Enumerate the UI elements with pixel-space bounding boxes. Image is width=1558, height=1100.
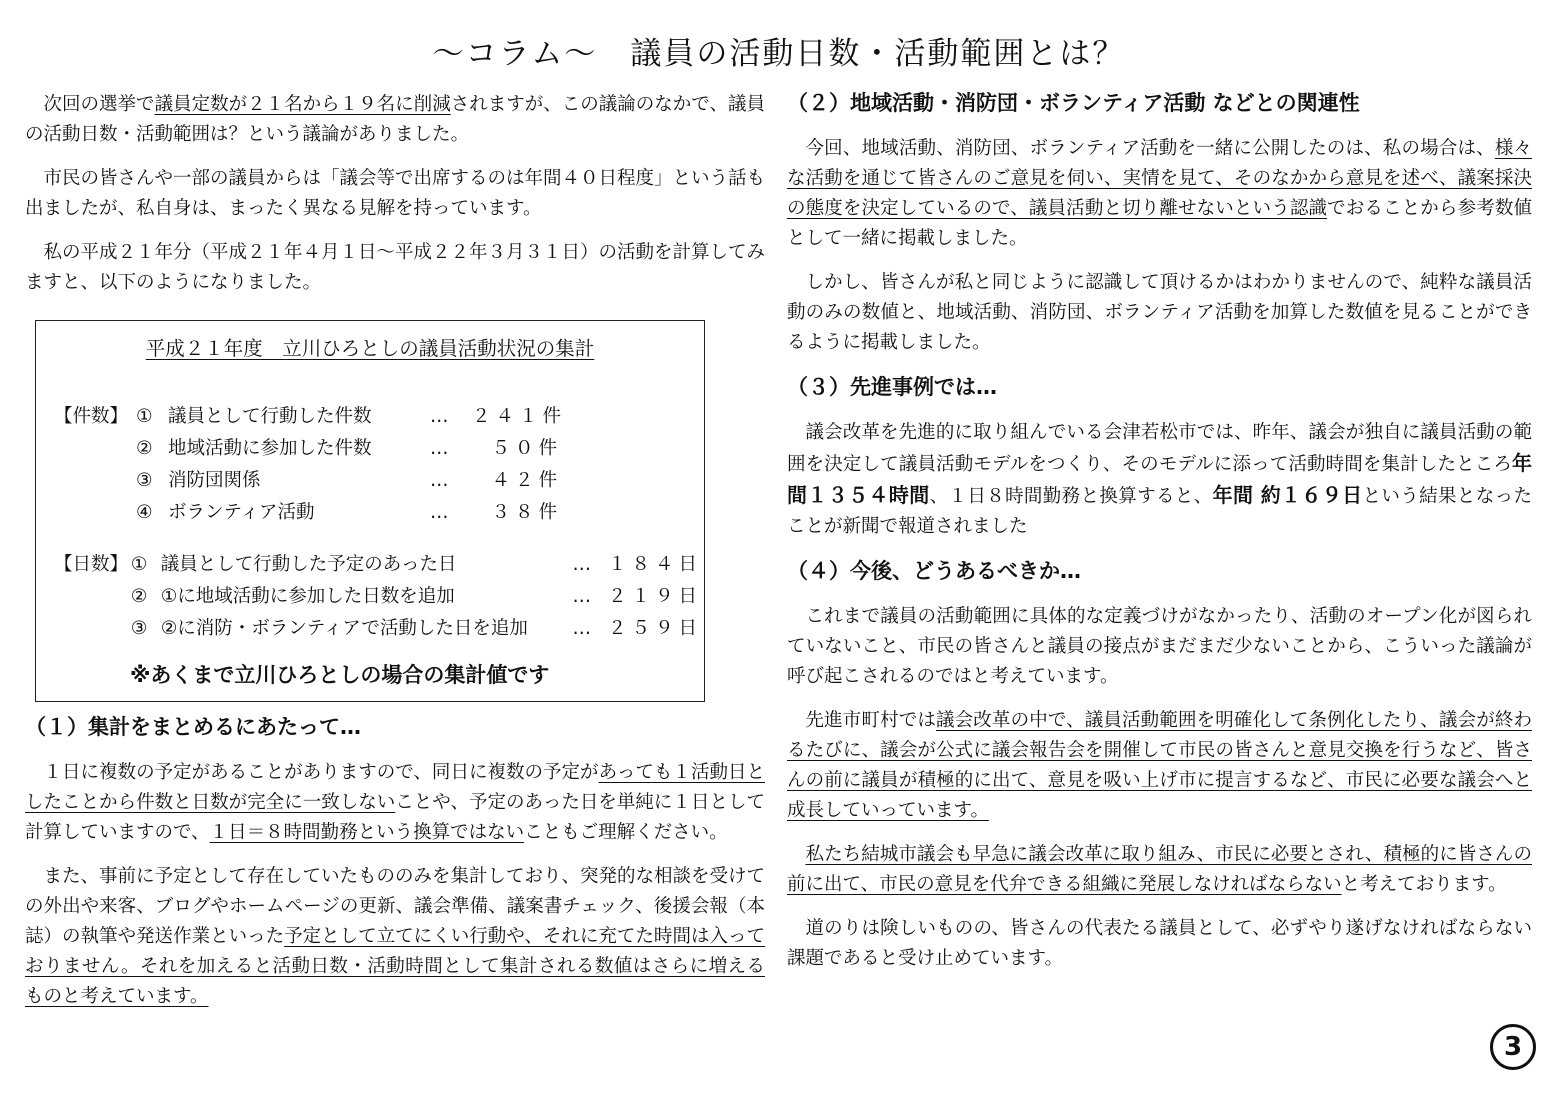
section1-paragraph-1: １日に複数の予定があることがありますので、同日に複数の予定があっても１活動日としたことから件数と日数が完全に一致しないことや、予定のあった日を単純に１日として計算していますので、１日＝８時間勤務という換算ではないこともご理解ください。 <box>25 762 765 843</box>
section1-paragraph-2: また、事前に予定として存在していたもののみを集計しており、突発的な相談を受けての外出や来客、ブログやホームページの更新、議会準備、議案書チェック、後援会報（本誌）の執筆や発送作業といった予定として立てにくい行動や、それに充てた時間は入っておりません。それを加えると活動日数・活動時間として集計される数値はさらに増えるものと考えています。 <box>25 866 766 1007</box>
page-number-badge: 3 <box>1490 1024 1536 1070</box>
section4-paragraph-3: 私たち結城市議会も早急に議会改革に取り組み、市民に必要とされ、積極的に皆さんの前に出て、市民の意見を代弁できる組織に発展しなければならないと考えております。 <box>787 844 1532 895</box>
page-title: ～コラム～ 議員の活動日数・活動範囲とは？ <box>432 36 1126 72</box>
days-row: ③ ②に消防・ボランティアで活動した日を追加 … ２５９日 <box>130 618 703 639</box>
days-row: ② ①に地域活動に参加した日数を追加 … ２１９日 <box>130 586 703 607</box>
section4-paragraph-2: 先進市町村では議会改革の中で、議員活動範囲を明確化して条例化したり、議会が終わるたびに、議会が公式に議会報告会を開催して市民の皆さんと意見交換を行うなど、皆さんの前に議員が積極的に出て、意見を吸い上げ市に提言するなど、市民に必要な議会へと成長していっています。 <box>787 710 1532 821</box>
summary-note: ※あくまで立川ひろとしの場合の集計値です <box>130 663 550 687</box>
section2-paragraph-2: しかし、皆さんが私と同じように認識して頂けるかはわかりませんので、純粋な議員活動のみの数値と、地域活動、消防団、ボランティア活動を加算した数値を見ることができるように掲載しました。 <box>787 272 1532 353</box>
count-row: 【件数】 ① 議員として行動した件数 … ２４１件 <box>54 406 567 427</box>
count-row: ② 地域活動に参加した件数 … ５０件 <box>136 438 562 459</box>
section2-paragraph-1: 今回、地域活動、消防団、ボランティア活動を一緒に公開したのは、私の場合は、様々な活動を通じて皆さんのご意見を伺い、実情を見て、そのなかから意見を述べ、議案採決の態度を決定しているので、議員活動と切り離せないという認識でおることから参考数値として一緒に掲載しました。 <box>787 138 1532 249</box>
section-heading-4: （４）今後、どうあるべきか… <box>787 559 1081 583</box>
days-row: 【日数】 ① 議員として行動した予定のあった日 … １８４日 <box>54 554 703 575</box>
count-row: ③ 消防団関係 … ４２件 <box>136 470 562 491</box>
opinion-paragraph: 市民の皆さんや一部の議員からは「議会等で出席するのは年間４０日程度」という話も出ましたが、私自身は、まったく異なる見解を持っています。 <box>25 168 766 219</box>
section4-paragraph-1: これまで議員の活動範囲に具体的な定義づけがなかったり、活動のオープン化が図られていないこと、市民の皆さんと議員の接点がまだまだ少ないことから、こういった議論が呼び起こされるのではと考えています。 <box>787 606 1532 687</box>
calc-paragraph: 私の平成２１年分（平成２１年４月１日～平成２２年３月３１日）の活動を計算してみますと、以下のようになりました。 <box>25 242 766 293</box>
activity-summary-box <box>35 320 705 702</box>
left-column <box>25 90 765 1026</box>
section3-paragraph: 議会改革を先進的に取り組んでいる会津若松市では、昨年、議会が独自に議員活動の範囲を決定して議員活動モデルをつくり、そのモデルに添って活動時間を集計したところ年間１３５４時間、１日８時間勤務と換算すると、年間 約１６９日という結果となったことが新聞で報道されました <box>787 422 1532 537</box>
right-column <box>787 88 1532 988</box>
section4-paragraph-4: 道のりは険しいものの、皆さんの代表たる議員として、必ずやり遂げなければならない課題であると受け止めています。 <box>787 918 1532 969</box>
section-heading-3: （３）先進事例では… <box>787 375 997 399</box>
intro-paragraph: 次回の選挙で議員定数が２１名から１９名に削減されますが、この議論のなかで、議員の活動日数・活動範囲は？という議論がありました。 <box>25 94 765 145</box>
count-row: ④ ボランティア活動 … ３８件 <box>136 502 562 523</box>
section-heading-2: （２）地域活動・消防団・ボランティア活動 などとの関連性 <box>787 91 1360 115</box>
section-heading-1: （１）集計をまとめるにあたって… <box>25 715 361 739</box>
summary-title: 平成２１年度 立川ひろとしの議員活動状況の集計 <box>145 337 595 360</box>
